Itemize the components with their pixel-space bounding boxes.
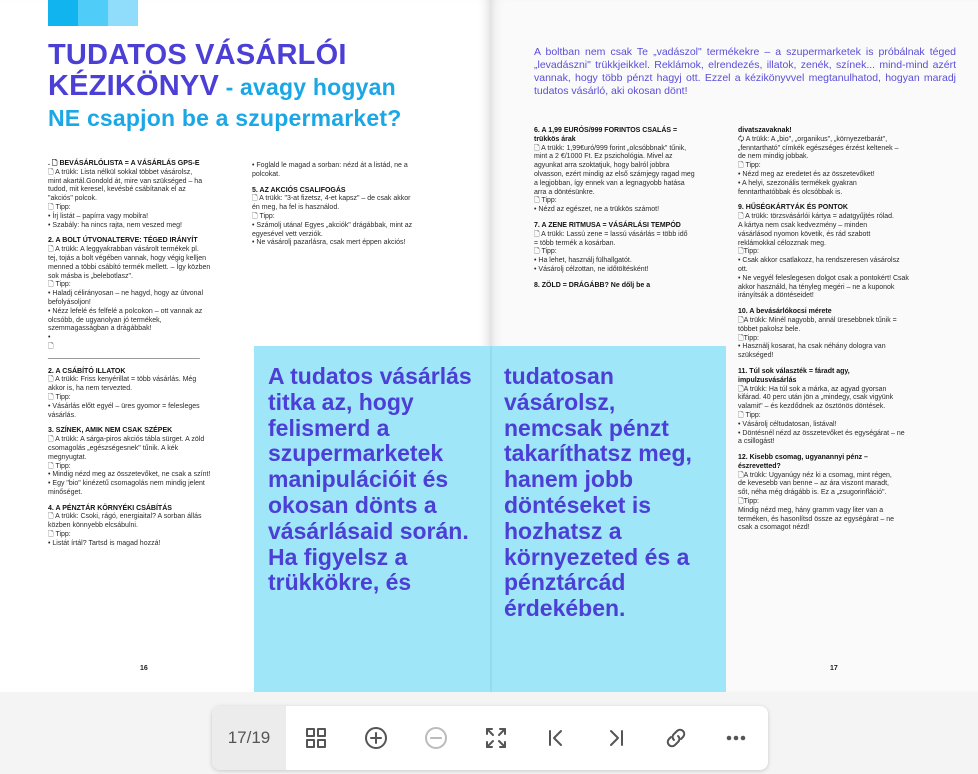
section-heading: 12. Kisebb csomag, ugyanannyi pénz – észrevetted?	[738, 454, 868, 470]
right-column-2	[738, 127, 930, 540]
section-col4-4	[738, 454, 930, 533]
grid-view-button[interactable]	[286, 706, 346, 770]
section-col4-0	[738, 127, 930, 197]
section-heading: 11. Túl sok választék = fáradt agy, impulzusvásárlás	[738, 367, 850, 384]
page-title	[48, 40, 478, 134]
section-heading: 6. A 1,99 EURÓS/999 FORINTOS CSALÁS = trükkös árak	[534, 127, 678, 143]
last-page-icon	[602, 724, 630, 752]
section-col1-1	[48, 237, 240, 360]
section-col1-2	[48, 368, 240, 421]
section-col4-2	[738, 308, 930, 361]
section-heading: . 🗋 BEVÁSÁRLÓLISTA = A VÁSÁRLÁS GPS-E	[48, 160, 200, 167]
fullscreen-button[interactable]	[466, 706, 526, 770]
section-heading: 10. A bevásárlókocsi mérete	[738, 308, 832, 316]
section-col3-1	[534, 222, 726, 275]
section-body: • Foglald le magad a sorban: nézd át a listád, ne a polcokat.	[252, 162, 408, 178]
first-page-button[interactable]	[526, 706, 586, 770]
section-body: 🗘 A trükk: A „bio", „organikus", „környezetbarát", „fenntartható" címkék egészséges érzést keltenek – de nem mindig jobbak. 🗋 Tipp: • Nézd meg az eredetet és az összetevőket! • A helyi, szezonális termékek gyakran fenntarthatóbbak és olcsóbbak is.	[738, 135, 899, 196]
title-subtitle-a: - avagy hogyan	[219, 74, 396, 100]
section-body: 🗋 A trükk: Friss kenyérillat = több vásárlás. Még akkor is, ha nem tervezted. 🗋 Tipp: • Vásárlás előtt egyél – üres gyomor = felesleges vásárlás.	[48, 376, 200, 419]
section-body: 🗋 A trükk: A leggyakrabban vásárolt termékek pl. tej, tojás a bolt végében vannak, hogy végig kelljen menned a többi csábító termék mellett. – Így közben sok másba is „belebotlasz". 🗋 Tipp: • Haladj célirányosan – ne hagyd, hogy az útvonal befolyásoljon! • Nézz lefelé és felfelé a polcokon – ott vannak az olcsóbb, de ugyanolyan jó termékek, szemmagasságban a drágábbak! • 🗋 _______________________________________	[48, 246, 211, 359]
viewer-toolbar	[212, 706, 768, 770]
fullscreen-icon	[482, 724, 510, 752]
zoom-in-button[interactable]	[346, 706, 406, 770]
quote-left: A tudatos vásárlás titka az, hogy felismerd a szupermarketek manipulációit és okosan dönts a vásárlásaid során. Ha figyelsz a trükkökre, és	[268, 363, 472, 596]
section-col2-1	[252, 187, 442, 249]
section-col1-3	[48, 427, 240, 497]
zoom-out-icon	[422, 724, 450, 752]
deco-block-3	[108, 0, 138, 26]
grid-icon	[302, 724, 330, 752]
section-heading: 7. A ZENE RITMUSA = VÁSÁRLÁSI TEMPÓD	[534, 221, 681, 229]
intro-paragraph: A boltban nem csak Te „vadászol" termékekre – a szupermarketek is próbálnak téged „levadászni" trükkjeikkel. Reklámok, elrendezés, illatok, zenék, színek... mind-mind azért vannak, hogy több pénzt hagyj ott. Ezzel a kézikönyvvel megtanulhatod, hogyan maradj tudatos vásárló, aki okosan dönt!	[534, 46, 956, 97]
zoom-out-button[interactable]	[406, 706, 466, 770]
deco-block-2	[78, 0, 108, 26]
section-col1-0	[48, 160, 240, 230]
section-body: 🗋 A trükk: A sárga-piros akciós tábla sürget. A zöld csomagolás „egészségesnek" tűnik. A kék megnyugtat. 🗋 Tipp: • Mindig nézd meg az összetevőket, ne csak a színt! • Egy "bio" kinézetű csomagolás nem mindig jelent minőséget.	[48, 436, 211, 496]
title-subtitle-b: NE csapjon be a szupermarket?	[48, 105, 402, 131]
section-col4-3	[738, 368, 930, 447]
page-fold	[490, 346, 492, 692]
section-body: 🗋A trükk: Ugyanúgy néz ki a csomag, mint régen, de kevesebb van benne – az ára viszont maradt, sőt, néha még drágább is. Ez a „zsugorinfláció". 🗋Tipp: Mindig nézd meg, hány gramm vagy liter van a terméken, és hasonlítsd össze az egységárat – ne csak a csomagot nézd!	[738, 471, 895, 532]
section-body: 🗋A trükk: Minél nagyobb, annál üresebbnek tűnik = többet pakolsz bele. 🗋Tipp: • Használj kosarat, ha csak néhány dologra van szükséged!	[738, 316, 897, 360]
more-options-button[interactable]	[706, 706, 766, 770]
title-line-1: TUDATOS VÁSÁRLÓI	[48, 39, 347, 71]
right-column-1	[534, 127, 726, 298]
section-body: 🗋 A trükk: Csoki, rágó, energiaital? A sorban állás közben könnyebb elcsábulni. 🗋 Tipp: • Listát írtál? Tartsd is magad hozzá!	[48, 513, 202, 547]
link-icon	[662, 724, 690, 752]
left-column-1	[48, 160, 240, 556]
section-body: 🗋 A trükk: "3-at fizetsz, 4-et kapsz" – de csak akkor én meg, ha fel is használod. 🗋 Tipp: • Számolj utána! Egyes „akciók" drágábbak, mint az egyesével vett verziók. • Ne vásárolj pazarlásra, csak mert éppen akciós!	[252, 195, 413, 247]
title-line-2: KÉZIKÖNYV	[48, 70, 219, 102]
section-col4-1	[738, 204, 930, 301]
section-col1-4	[48, 505, 240, 549]
left-column-2	[252, 162, 442, 255]
more-icon	[722, 724, 750, 752]
section-heading: 3. SZÍNEK, AMIK NEM CSAK SZÉPEK	[48, 427, 173, 435]
section-body: 🗋 A trükk: 1,99€uró/999 forint „olcsóbbnak" tűnik, mint a 2 €/1000 Ft. Ez pszichológia. Mivel az agyunkat arra szoktatjuk, hogy balról jobbra olvasson, ezért mindig az első számjegy ragad meg a legjobban, így ennek van a legnagyobb hatása arra a döntésünkre. 🗋 Tipp: • Nézd az egészet, ne a trükkös számot!	[534, 144, 695, 214]
section-col2-0	[252, 162, 442, 180]
section-heading: 8. ZÖLD = DRÁGÁBB? Ne dőlj be a	[534, 281, 651, 289]
section-col3-0	[534, 127, 726, 215]
deco-block-1	[48, 0, 78, 26]
section-body: 🗋 A trükk: törzsvásárlói kártya = adatgyűjtés rólad. A kártya nem csak kedvezmény – minden vásárlásod nyomon követik, és rád szabott reklámokkal célozznak meg. 🗋Tipp: • Csak akkor csatlakozz, ha rendszeresen vásárolsz ott. • Ne vegyél feleslegesen dolgot csak a pontokért! Csak akkor használd, ha tényleg megéri – ne a kuponok irányítsák a döntéseidet!	[738, 213, 909, 300]
section-heading: 4. A PÉNZTÁR KÖRNYÉKI CSÁBÍTÁS	[48, 504, 172, 512]
last-page-button[interactable]	[586, 706, 646, 770]
section-body: 🗋A trükk: Ha túl sok a márka, az agyad gyorsan kifárad. 40 perc után jön a „mindegy, csak vigyünk valamit" – és kezdődnek az ösztönös döntések. 🗋 Tipp: • Vásárolj céltudatosan, listával! • Döntésnél nézd az összetevőket és egységárat – ne a csillogást!	[738, 385, 905, 446]
zoom-in-icon	[362, 724, 390, 752]
section-heading: 5. AZ AKCIÓS CSALIFOGÁS	[252, 186, 346, 194]
share-link-button[interactable]	[646, 706, 706, 770]
quote-box	[254, 346, 726, 692]
section-heading: 2. A BOLT ÚTVONALTERVE: TÉGED IRÁNYÍT	[48, 237, 198, 245]
section-heading: 2. A CSÁBÍTÓ ILLATOK	[48, 367, 126, 375]
first-page-icon	[542, 724, 570, 752]
section-body: 🗋 A trükk: Lassú zene = lassú vásárlás = több idő = több termék a kosárban. 🗋 Tipp: • Ha lehet, használj fülhallgatót. • Vásárolj célzottan, ne időtöltésként!	[534, 230, 688, 273]
section-heading: 9. HŰSÉGKÁRTYÁK ÉS PONTOK	[738, 204, 848, 212]
page-number-left: 16	[140, 665, 148, 672]
page-indicator[interactable]: 17/19	[212, 706, 286, 770]
section-heading: divatszavaknak!	[738, 127, 792, 134]
page-number-right: 17	[830, 665, 838, 672]
section-col3-2	[534, 282, 726, 291]
quote-right: tudatosan vásárolsz, nemcsak pénzt takaríthatsz meg, hanem jobb döntéseket is hozhatsz a környezeted és a pénztárcád érdekében.	[504, 363, 692, 622]
section-body: 🗋 A trükk: Lista nélkül sokkal többet vásárolsz, mint akartál.Gondold át, mire van szükséged – ha tudod, mit keresel, kevésbé csábítanak el az "akciós" polcok. 🗋 Tipp: • Írj listát – papírra vagy mobilra! • Szabály: ha nincs rajta, nem veszed meg!	[48, 168, 203, 229]
